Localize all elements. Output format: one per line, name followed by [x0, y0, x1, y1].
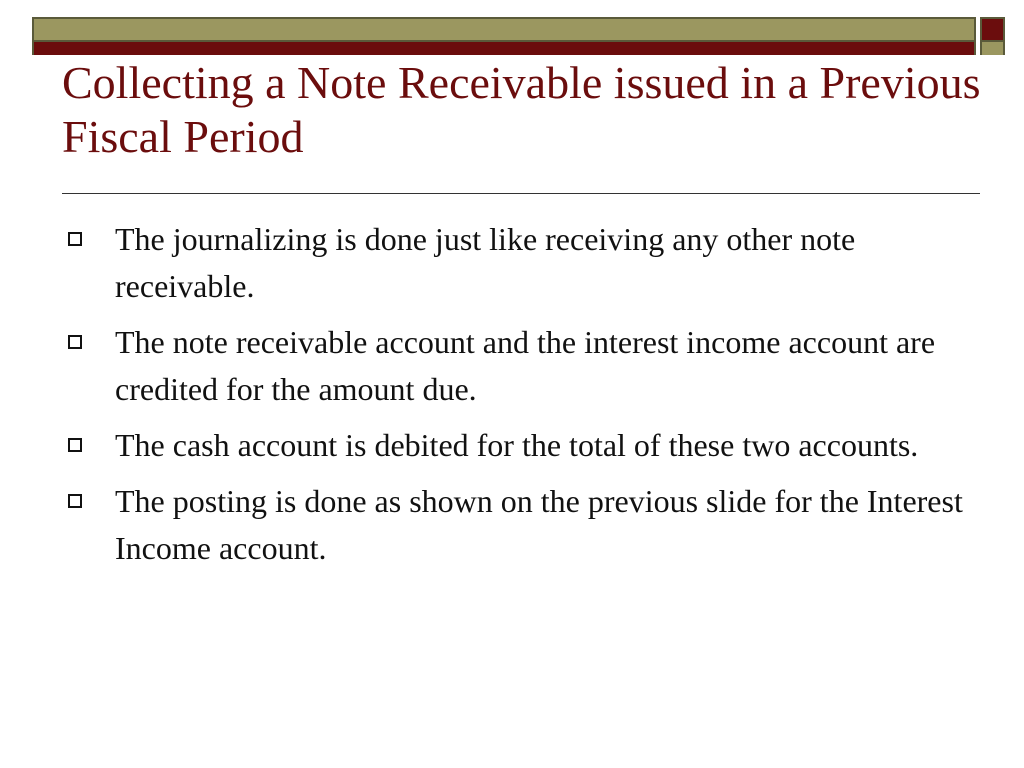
bullet-item — [68, 216, 968, 310]
bullet-text: The note receivable account and the interest income account are credited for the amount due. — [115, 324, 936, 407]
bullet-text: The journalizing is done just like receiving any other note receivable. — [115, 221, 856, 304]
header-square-maroon — [980, 17, 1005, 42]
bullet-item — [68, 422, 968, 469]
header-bar-olive — [32, 17, 976, 42]
hollow-square-icon — [68, 335, 82, 349]
bullet-item — [68, 319, 968, 413]
header-square-olive — [980, 42, 1005, 55]
hollow-square-icon — [68, 438, 82, 452]
hollow-square-icon — [68, 494, 82, 508]
slide-title: Collecting a Note Receivable issued in a Previous Fiscal Period — [62, 57, 981, 162]
bullet-text: The posting is done as shown on the previous slide for the Interest Income account. — [115, 483, 963, 566]
header-bar-maroon — [32, 42, 976, 55]
hollow-square-icon — [68, 232, 82, 246]
bullet-item — [68, 478, 968, 572]
bullet-list — [68, 216, 968, 581]
title-divider — [62, 193, 980, 194]
bullet-text: The cash account is debited for the total of these two accounts. — [115, 427, 919, 463]
